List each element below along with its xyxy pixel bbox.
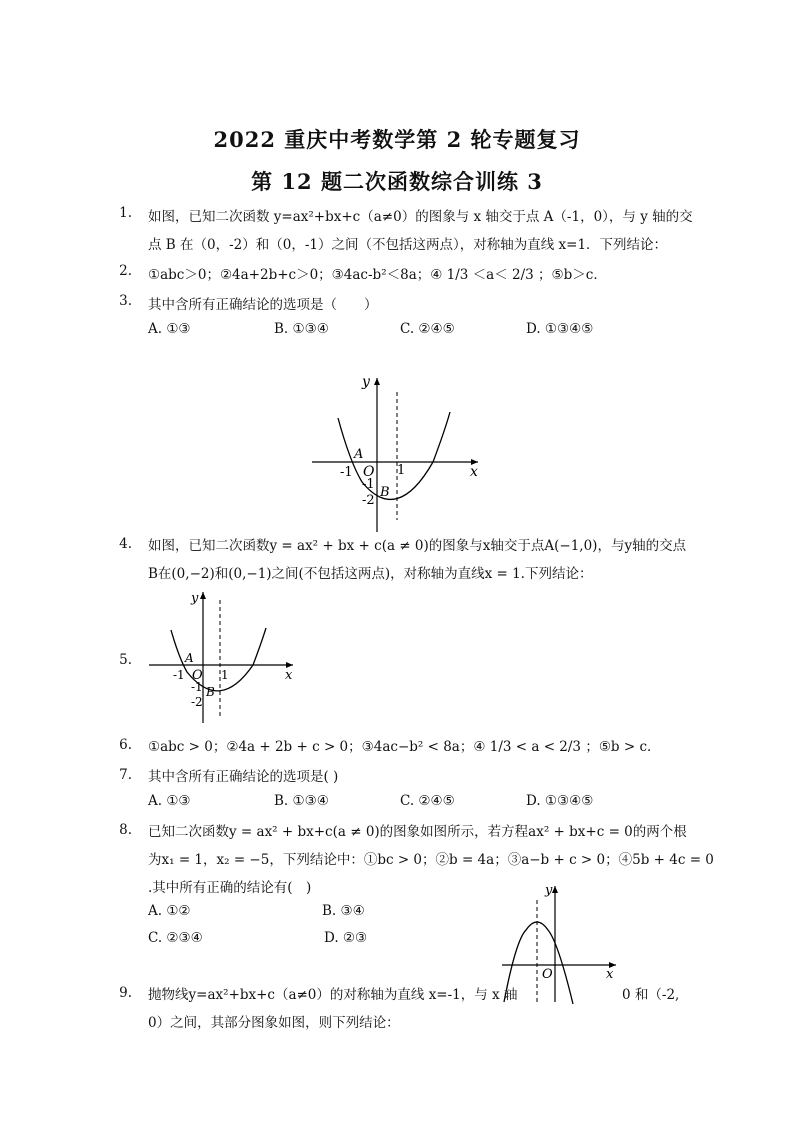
question-text: .其中所有正确的结论有( )	[148, 880, 312, 896]
question-text: 如图，已知二次函数 y=ax²+bx+c（a≠0）的图象与 x 轴交于点 A（-1，0），与 y 轴的交	[148, 209, 693, 225]
option-a: A. ①③	[148, 321, 191, 337]
question-text: 为x₁ = 1，x₂ = −5，下列结论中：①bc > 0；②b = 4a；③a−b + c > 0；④5b + 4c = 0	[148, 852, 714, 868]
option-a: A. ①③	[148, 793, 191, 809]
question-text: 如图，已知二次函数y = ax² + bx + c(a ≠ 0)的图象与x轴交于点A(−1,0)，与y轴的交点	[148, 538, 687, 554]
option-c: C. ②④⑤	[400, 793, 455, 809]
option-b: B. ③④	[322, 903, 365, 919]
document-title: 2022 重庆中考数学第 2 轮专题复习	[213, 127, 581, 152]
tick-label: 1	[221, 668, 229, 682]
tick-label: -2	[362, 493, 375, 508]
question-text: 已知二次函数y = ax² + bx+c(a ≠ 0)的图象如图所示，若方程ax² + bx+c = 0的两个根	[148, 824, 687, 840]
y-axis-arrow	[552, 886, 558, 893]
item-number: 1.	[119, 205, 132, 221]
option-d: D. ①③④⑤	[526, 793, 594, 809]
item-number: 7.	[119, 767, 132, 783]
option-c: C. ②③④	[148, 930, 203, 946]
item-number: 5.	[119, 652, 132, 668]
y-axis-arrow	[374, 378, 380, 385]
point-a-label: A	[185, 651, 194, 665]
option-b: B. ①③④	[274, 793, 329, 809]
item-number: 8.	[119, 822, 132, 838]
option-a: A. ①②	[148, 903, 191, 919]
item-number: 6.	[119, 737, 132, 753]
y-axis-arrow	[200, 592, 206, 599]
y-axis-label: y	[191, 591, 199, 606]
parabola-figure-1	[300, 370, 500, 540]
question-text: 抛物线y=ax²+bx+c（a≠0）的对称轴为直线 x=-1，与 x 轴	[148, 987, 518, 1003]
document-subtitle: 第 12 题二次函数综合训练 3	[251, 169, 543, 194]
conclusion-list: ①abc＞0；②4a+2b+c＞0；③4ac-b²＜8a；④ 1/3 ＜a＜ 2/3 ；⑤b＞c．	[148, 267, 607, 283]
item-number: 9.	[119, 985, 132, 1001]
item-number: 2.	[119, 263, 132, 279]
x-axis-label: x	[470, 464, 478, 480]
item-number: 3.	[119, 293, 132, 309]
tick-label: -2	[191, 695, 203, 709]
origin-label: O	[192, 668, 203, 683]
conclusion-list: ①abc > 0；②4a + 2b + c > 0；③4ac−b² < 8a；④ 1/3 < a < 2/3 ；⑤b > c．	[148, 739, 661, 755]
tick-label: 1	[397, 463, 406, 478]
question-text: 其中含所有正确结论的选项是（ ）	[148, 297, 378, 313]
point-b-label: B	[380, 485, 390, 500]
y-axis-label: y	[362, 374, 370, 390]
origin-label: O	[363, 464, 375, 480]
tick-label: -1	[340, 465, 353, 480]
origin-label: O	[542, 967, 553, 982]
question-text: B在(0,−2)和(0,−1)之间(不包括这两点)，对称轴为直线x = 1.下列结论：	[148, 566, 593, 582]
point-a-label: A	[354, 447, 364, 462]
y-axis-label: y	[545, 883, 553, 898]
question-text: 其中含所有正确结论的选项是( )	[148, 769, 339, 785]
question-text: 0 和（-2,	[622, 987, 680, 1003]
parabola-figure-2	[145, 588, 305, 728]
question-text: 点 B 在（0，-2）和（0，-1）之间（不包括这两点），对称轴为直线 x=1．下列结论：	[148, 237, 668, 253]
option-d: D. ②③	[324, 930, 368, 946]
option-d: D. ①③④⑤	[526, 321, 594, 337]
x-axis-label: x	[285, 668, 293, 683]
tick-label: -1	[173, 668, 185, 682]
question-text: 0）之间，其部分图象如图，则下列结论：	[148, 1015, 400, 1031]
option-c: C. ②④⑤	[400, 321, 455, 337]
option-b: B. ①③④	[274, 321, 329, 337]
item-number: 4.	[119, 536, 132, 552]
x-axis-label: x	[606, 967, 614, 982]
tick-label: -1	[191, 680, 203, 694]
point-b-label: B	[206, 685, 215, 699]
tick-label: -1	[362, 477, 375, 492]
